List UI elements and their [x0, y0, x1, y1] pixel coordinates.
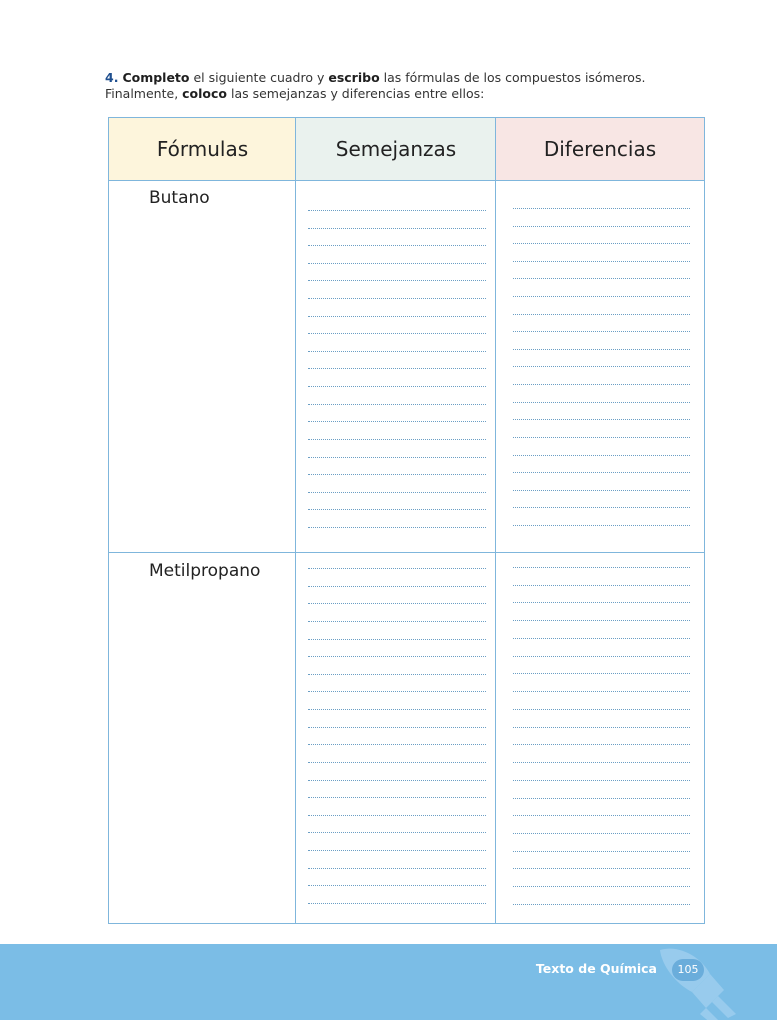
- answer-line[interactable]: [308, 815, 486, 816]
- answer-line[interactable]: [513, 402, 690, 403]
- footer-band: [0, 944, 777, 1020]
- answer-line[interactable]: [308, 527, 486, 528]
- instructions-text-1: el siguiente cuadro y: [189, 70, 329, 85]
- answer-line[interactable]: [513, 709, 690, 710]
- answer-line[interactable]: [513, 419, 690, 420]
- header-semejanzas-label: Semejanzas: [335, 137, 457, 161]
- answer-line[interactable]: [513, 331, 690, 332]
- answer-line[interactable]: [513, 349, 690, 350]
- answer-line[interactable]: [308, 691, 486, 692]
- answer-line[interactable]: [513, 833, 690, 834]
- answer-line[interactable]: [308, 850, 486, 851]
- answer-line[interactable]: [513, 886, 690, 887]
- answer-line[interactable]: [308, 639, 486, 640]
- answer-line[interactable]: [308, 656, 486, 657]
- answer-line[interactable]: [308, 280, 486, 281]
- answer-line[interactable]: [513, 868, 690, 869]
- answer-line[interactable]: [513, 567, 690, 568]
- answer-line[interactable]: [513, 656, 690, 657]
- answer-line[interactable]: [513, 762, 690, 763]
- answer-line[interactable]: [308, 603, 486, 604]
- answer-line[interactable]: [513, 314, 690, 315]
- answer-lines-metilpropano-diferencias[interactable]: [513, 567, 690, 905]
- answer-line[interactable]: [308, 245, 486, 246]
- footer-bottom-line: [0, 1020, 777, 1024]
- header-formulas-label: Fórmulas: [156, 137, 249, 161]
- answer-line[interactable]: [513, 691, 690, 692]
- answer-line[interactable]: [513, 437, 690, 438]
- answer-lines-butano-semejanzas[interactable]: [308, 210, 486, 528]
- answer-line[interactable]: [513, 384, 690, 385]
- answer-line[interactable]: [308, 263, 486, 264]
- column-divider: [495, 118, 496, 923]
- answer-line[interactable]: [513, 243, 690, 244]
- answer-line[interactable]: [513, 366, 690, 367]
- item-number: 4.: [105, 70, 119, 85]
- answer-line[interactable]: [513, 602, 690, 603]
- column-divider: [295, 118, 296, 923]
- answer-line[interactable]: [513, 278, 690, 279]
- answer-line[interactable]: [513, 744, 690, 745]
- answer-line[interactable]: [308, 228, 486, 229]
- answer-lines-butano-diferencias[interactable]: [513, 208, 690, 526]
- keyword-coloco: coloco: [182, 86, 228, 101]
- answer-line[interactable]: [513, 226, 690, 227]
- answer-line[interactable]: [308, 509, 486, 510]
- header-semejanzas: [296, 118, 496, 180]
- answer-line[interactable]: [513, 904, 690, 905]
- page-number: 105: [672, 959, 704, 981]
- answer-line[interactable]: [308, 492, 486, 493]
- row-label-butano: Butano: [149, 188, 210, 208]
- answer-line[interactable]: [513, 455, 690, 456]
- answer-line[interactable]: [308, 421, 486, 422]
- rocket-icon: [640, 944, 750, 1020]
- answer-line[interactable]: [513, 780, 690, 781]
- answer-line[interactable]: [308, 832, 486, 833]
- answer-line[interactable]: [513, 208, 690, 209]
- answer-line[interactable]: [308, 333, 486, 334]
- answer-line[interactable]: [308, 744, 486, 745]
- answer-line[interactable]: [513, 585, 690, 586]
- answer-line[interactable]: [513, 296, 690, 297]
- answer-line[interactable]: [308, 674, 486, 675]
- answer-line[interactable]: [308, 868, 486, 869]
- answer-line[interactable]: [513, 261, 690, 262]
- answer-line[interactable]: [308, 885, 486, 886]
- answer-line[interactable]: [308, 621, 486, 622]
- answer-line[interactable]: [513, 507, 690, 508]
- instructions-text-3: las semejanzas y diferencias entre ellos:: [227, 86, 485, 101]
- answer-line[interactable]: [308, 709, 486, 710]
- header-divider: [109, 180, 704, 181]
- answer-line[interactable]: [513, 673, 690, 674]
- header-diferencias-label: Diferencias: [543, 137, 657, 161]
- row-divider: [109, 552, 704, 553]
- answer-line[interactable]: [308, 351, 486, 352]
- instructions-text-2: las fórmulas de los compuestos isómeros. Finalmente,: [105, 70, 646, 101]
- answer-line[interactable]: [308, 586, 486, 587]
- row-label-metilpropano: Metilpropano: [149, 561, 261, 581]
- answer-lines-metilpropano-semejanzas[interactable]: [308, 568, 486, 904]
- answer-line[interactable]: [308, 780, 486, 781]
- answer-line[interactable]: [513, 798, 690, 799]
- answer-line[interactable]: [308, 439, 486, 440]
- answer-line[interactable]: [513, 727, 690, 728]
- answer-line[interactable]: [513, 472, 690, 473]
- header-diferencias: [496, 118, 704, 180]
- answer-line[interactable]: [513, 525, 690, 526]
- header-formulas: [109, 118, 296, 180]
- answer-line[interactable]: [308, 210, 486, 211]
- answer-line[interactable]: [308, 762, 486, 763]
- answer-line[interactable]: [308, 386, 486, 387]
- answer-line[interactable]: [513, 815, 690, 816]
- answer-line[interactable]: [308, 368, 486, 369]
- answer-line[interactable]: [513, 851, 690, 852]
- keyword-escribo: escribo: [328, 70, 380, 85]
- answer-line[interactable]: [308, 316, 486, 317]
- answer-line[interactable]: [308, 474, 486, 475]
- answer-line[interactable]: [308, 797, 486, 798]
- answer-line[interactable]: [308, 568, 486, 569]
- answer-line[interactable]: [308, 298, 486, 299]
- answer-line[interactable]: [513, 638, 690, 639]
- book-title: Texto de Química: [535, 961, 657, 976]
- answer-line[interactable]: [513, 490, 690, 491]
- answer-line[interactable]: [308, 457, 486, 458]
- answer-line[interactable]: [513, 620, 690, 621]
- keyword-completo: Completo: [122, 70, 190, 85]
- answer-line[interactable]: [308, 903, 486, 904]
- instructions: [105, 70, 715, 102]
- answer-line[interactable]: [308, 404, 486, 405]
- answer-line[interactable]: [308, 727, 486, 728]
- comparison-table: [108, 117, 705, 924]
